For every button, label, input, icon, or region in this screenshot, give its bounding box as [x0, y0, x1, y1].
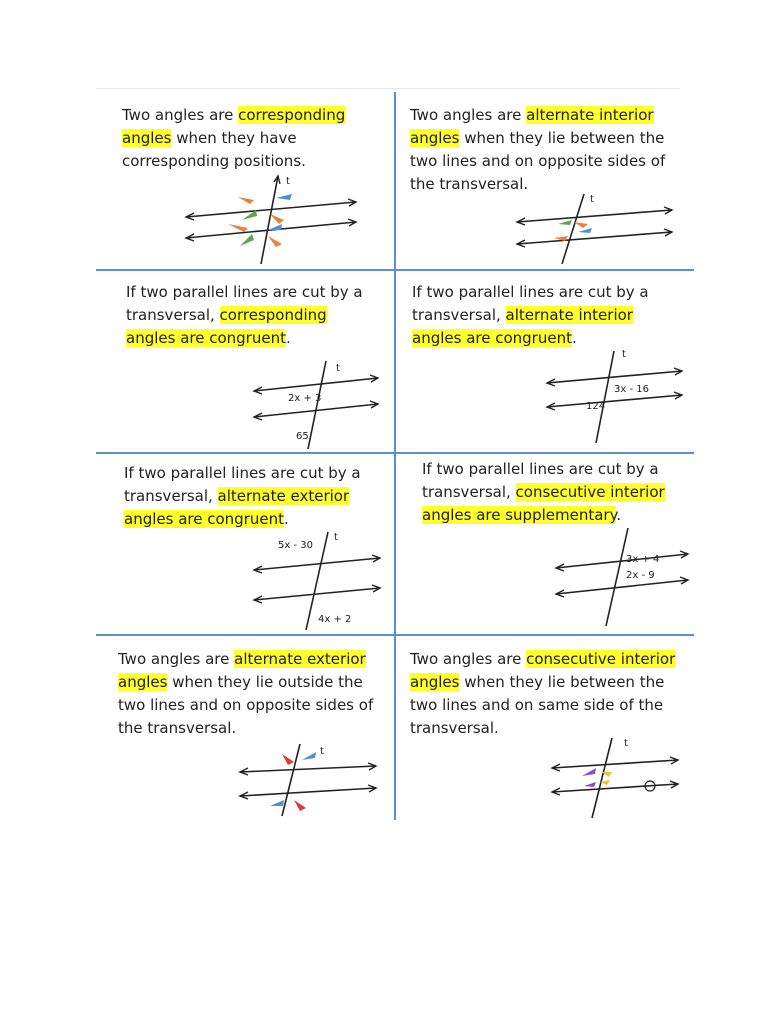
transversal-diagram — [512, 192, 682, 272]
transversal-line — [562, 194, 584, 264]
angle-arrow-green-icon — [240, 234, 254, 246]
theorem-suffix: . — [283, 510, 289, 528]
transversal-diagram — [248, 530, 388, 632]
card-text — [122, 104, 372, 173]
highlighted-term: consecutive interior angles — [410, 650, 676, 691]
theorem-prefix: If two parallel lines are cut by a transversal, — [412, 283, 649, 324]
card-text — [410, 648, 680, 740]
angle-expression-label: 3x - 16 — [614, 384, 649, 395]
angle-expression-label: 5x - 30 — [278, 540, 313, 551]
angle-arrow-green-icon — [558, 220, 572, 225]
angle-expression-label: 4x + 2 — [318, 614, 352, 625]
angle-value-label: 65 — [296, 431, 309, 442]
card-text — [118, 648, 382, 740]
definition-suffix: when they lie outside the two lines and on opposite sides of the transversal. — [118, 673, 374, 737]
highlighted-term: alternate exterior angles — [118, 650, 366, 691]
card-corresponding-congruent — [96, 271, 394, 452]
transversal-label: t — [622, 349, 626, 360]
parallel-line-top — [517, 210, 672, 222]
card-grid — [96, 92, 694, 820]
highlighted-term: corresponding angles are congruent — [126, 306, 327, 347]
parallel-line-top — [547, 371, 682, 383]
card-alternate-exterior-angles — [96, 636, 394, 820]
definition-prefix: Two angles are — [122, 106, 239, 124]
transversal-label: t — [286, 176, 290, 187]
card-text — [126, 281, 378, 350]
definition-suffix: when they have corresponding positions. — [122, 129, 306, 170]
definition-suffix: when they lie between the two lines and on same side of the transversal. — [410, 673, 665, 737]
angle-arrow-blue-icon — [276, 194, 292, 200]
card-consecutive-interior-supplementary — [396, 454, 694, 634]
angle-expression-label: 3x + 4 — [626, 554, 660, 565]
card-text — [422, 458, 686, 527]
card-text — [124, 462, 380, 531]
theorem-suffix: . — [571, 329, 577, 347]
card-alternate-exterior-congruent — [96, 454, 394, 634]
transversal-line — [596, 351, 614, 443]
angle-expression-label: 2x - 9 — [626, 570, 655, 581]
top-rule — [96, 88, 680, 89]
angle-arrow-orange-icon — [228, 224, 248, 232]
theorem-prefix: If two parallel lines are cut by a transversal, — [124, 464, 361, 505]
transversal-diagram — [246, 361, 386, 451]
angle-arrow-purple-icon — [584, 782, 596, 787]
parallel-line-bottom — [552, 784, 678, 792]
parallel-line-bottom — [556, 580, 688, 594]
transversal-diagram — [546, 736, 686, 820]
transversal-line — [592, 738, 612, 818]
card-alternate-interior-angles — [396, 92, 694, 269]
angle-arrow-blue-icon — [268, 224, 282, 230]
highlighted-term: corresponding angles — [122, 106, 346, 147]
transversal-diagram — [542, 347, 690, 445]
parallel-line-top — [552, 760, 678, 768]
angle-arrow-orange-icon — [270, 214, 284, 224]
transversal-label: t — [590, 194, 594, 205]
card-alternate-interior-congruent — [396, 271, 694, 452]
card-text — [410, 104, 684, 196]
angle-arrow-orange-icon — [574, 222, 588, 228]
angle-expression-label: 2x + 3 — [288, 393, 322, 404]
transversal-diagram — [236, 744, 384, 818]
transversal-diagram — [552, 526, 694, 628]
card-consecutive-interior-angles — [396, 636, 694, 820]
definition-prefix: Two angles are — [410, 106, 527, 124]
parallel-line-bottom — [547, 395, 682, 407]
transversal-label: t — [320, 746, 324, 757]
parallel-line-bottom — [254, 588, 380, 600]
theorem-suffix: . — [285, 329, 291, 347]
theorem-prefix: If two parallel lines are cut by a transversal, — [126, 283, 363, 324]
card-corresponding-angles — [96, 92, 394, 269]
transversal-line — [606, 528, 628, 626]
definition-prefix: Two angles are — [118, 650, 235, 668]
angle-arrow-red-icon — [282, 754, 294, 765]
angle-arrow-blue-icon — [302, 752, 316, 760]
angle-arrow-blue-icon — [270, 800, 284, 806]
angle-arrow-orange-icon — [268, 236, 282, 247]
highlighted-term: alternate exterior angles are congruent — [124, 487, 350, 528]
parallel-line-top — [254, 378, 378, 391]
parallel-line-top — [254, 558, 380, 570]
angle-arrow-blue-icon — [578, 228, 592, 233]
parallel-line-bottom — [240, 788, 376, 796]
definition-suffix: when they lie between the two lines and on opposite sides of the transversal. — [410, 129, 666, 193]
theorem-prefix: If two parallel lines are cut by a transversal, — [422, 460, 659, 501]
transversal-label: t — [334, 532, 338, 543]
angle-value-label: 124 — [586, 401, 606, 412]
transversal-label: t — [624, 738, 628, 749]
parallel-line-bottom — [517, 232, 672, 244]
highlighted-term: alternate interior angles are congruent — [412, 306, 633, 347]
angle-arrow-purple-icon — [582, 768, 596, 776]
transversal-line — [308, 361, 326, 449]
angle-arrow-red-icon — [294, 800, 306, 811]
transversal-label: t — [336, 363, 340, 374]
theorem-suffix: . — [616, 506, 622, 524]
highlighted-term: consecutive interior angles are supplementary — [422, 483, 665, 524]
highlighted-term: alternate interior angles — [410, 106, 654, 147]
definition-prefix: Two angles are — [410, 650, 527, 668]
transversal-diagram — [176, 172, 376, 272]
parallel-line-top — [240, 766, 376, 772]
angle-arrow-orange-icon — [238, 197, 254, 204]
card-text — [412, 281, 684, 350]
